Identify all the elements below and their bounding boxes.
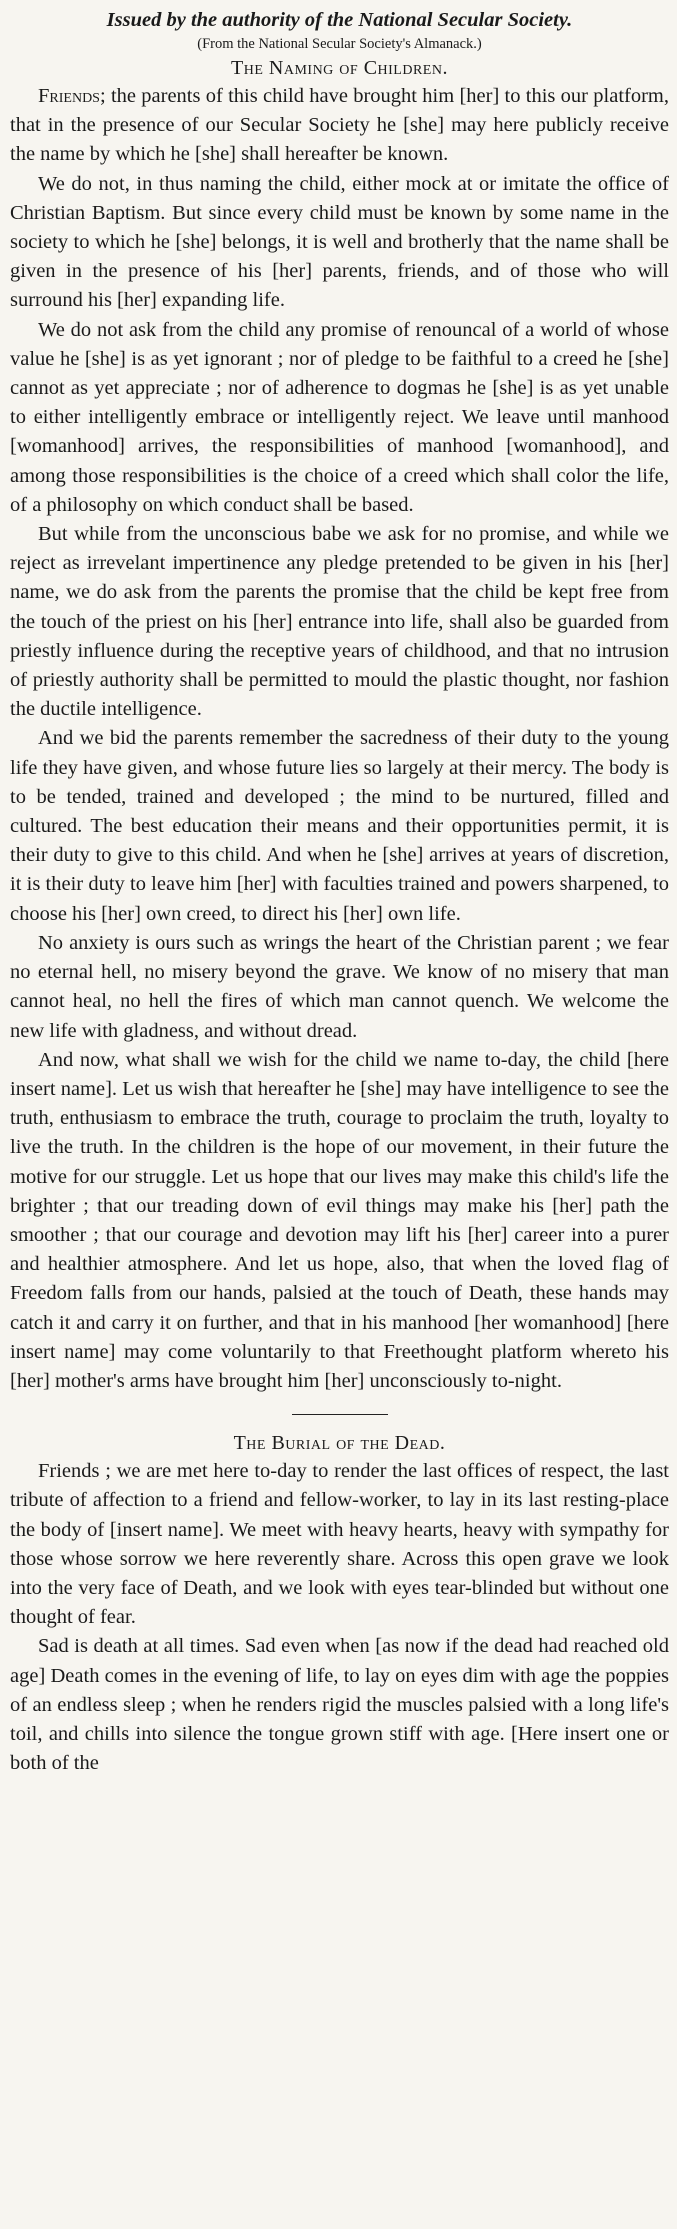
naming-paragraph-lead: Friends [38, 85, 100, 107]
naming-paragraph [10, 82, 669, 170]
burial-section-title: The Burial of the Dead. [233, 1432, 446, 1455]
section-divider [292, 1414, 388, 1415]
issuing-authority-heading: Issued by the authority of the National Secular Society. [106, 9, 573, 31]
naming-paragraph: And now, what shall we wish for the child we name to-day, the child [here insert name]. Let us wish that hereafter he [she] may have intelligence to see the truth, enthusiasm to embrace the truth, courage to proclaim the truth, loyalty to live the truth. In the children is the hope of our movement, in their future the motive for our struggle. Let us hope that our lives may make this child's life the brighter ; that our treading down of evil things may make his [her] path the smoother ; that our courage and devotion may lift his [her] career into a purer and healthier atmosphere. And let us hope, also, that when the loved flag of Freedom falls from our hands, palsied at the touch of Death, these hands may catch it and carry it on further, and that in his manhood [her womanhood] [here insert name] may come voluntarily to that Freethought platform whereto his [her] mother's arms have brought him [her] unconsciously to-night. [10, 1048, 669, 1392]
naming-paragraph-text: ; the parents of this child have brought him [her] to this our platform, that in the presence of our Secular Society he [she] may here publicly receive the name by which he [she] shall hereafter be known. [10, 85, 669, 166]
naming-paragraph: And we bid the parents remember the sacredness of their duty to the young life they have given, and whose future lies so largely at their mercy. The body is to be tended, trained and developed ; the mind to be nurtured, filled and cultured. The best education their means and their opportunities permit, it is their duty to give to this child. And when he [she] arrives at years of discretion, it is their duty to leave him [her] with faculties trained and powers sharpened, to choose his [her] own creed, to direct his [her] own life. [10, 727, 669, 925]
naming-paragraph: We do not ask from the child any promise of renouncal of a world of whose value he [she] is as yet ignorant ; nor of pledge to be faithful to a creed he [she] cannot as yet appreciate ; nor of adherence to dogmas he [she] is as yet unable to either intelligently embrace or intelligently reject. We leave until manhood [womanhood] arrives, the responsibilities of manhood [womanhood], and among those responsibilities is the choice of a creed which shall color the life, of a philosophy on which conduct shall be based. [10, 318, 669, 516]
source-note: (From the National Secular Society's Almanack.) [197, 36, 482, 52]
burial-paragraph: Friends ; we are met here to-day to render the last offices of respect, the last tribute of affection to a friend and fellow-worker, to lay in its last resting-place the body of [insert name]. We meet with heavy hearts, heavy with sympathy for those whose sorrow we here reverently share. Across this open grave we look into the very face of Death, and we look with eyes tear-blinded but without one thought of fear. [10, 1460, 669, 1629]
naming-paragraph: But while from the unconscious babe we ask for no promise, and while we reject as irrevelant impertinence any pledge pretended to be given in his [her] name, we do ask from the parents the promise that the child be kept free from the touch of the priest on his [her] entrance into life, shall also be guarded from priestly influence during the receptive years of childhood, and that no intrusion of priestly authority shall be permitted to mould the plastic thought, nor fashion the ductile intelligence. [10, 523, 669, 721]
naming-section-title: The Naming of Children. [231, 57, 448, 79]
burial-paragraph: Sad is death at all times. Sad even when [as now if the dead had reached old age] Death comes in the evening of life, to lay on eyes dim with age the poppies of an endless sleep ; when he renders rigid the muscles palsied with a long life's toil, and chills into silence the tongue grown stiff with age. [Here insert one or both of the [10, 1635, 669, 1775]
naming-paragraph: We do not, in thus naming the child, either mock at or imitate the office of Christian Baptism. But since every child must be known by some name in the society to which he [she] belongs, it is well and brotherly that the name shall be given in the presence of his [her] parents, friends, and of those who will surround his [her] expanding life. [10, 172, 669, 312]
naming-paragraph: No anxiety is ours such as wrings the heart of the Christian parent ; we fear no eternal hell, no misery beyond the grave. We know of no misery that man cannot heal, no hell the fires of which man cannot quench. We welcome the new life with gladness, and without dread. [10, 931, 669, 1042]
